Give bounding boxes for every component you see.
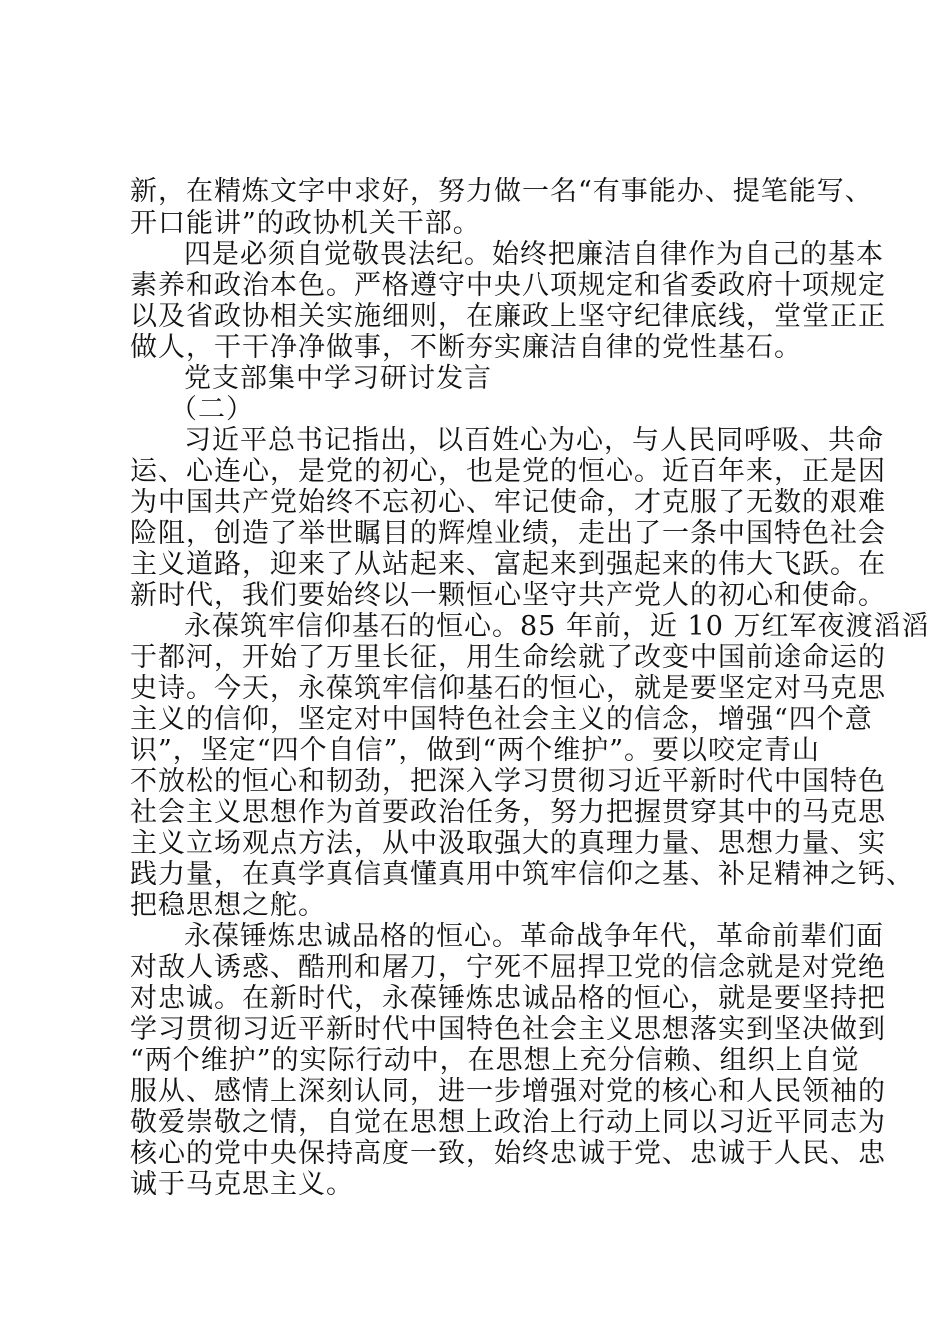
text-line: “两个维护”的实际行动中，在思想上充分信赖、组织上自觉: [130, 1045, 860, 1076]
paragraph-start-line: 永葆锤炼忠诚品格的恒心。革命战争年代，革命前辈们面: [184, 921, 884, 952]
text-line: 于都河，开始了万里长征，用生命绘就了改变中国前途命运的: [130, 642, 886, 673]
text-line: 不放松的恒心和韧劲，把深入学习贯彻习近平新时代中国特色: [130, 766, 886, 797]
text-line: 运、心连心，是党的初心，也是党的恒心。近百年来，正是因: [130, 456, 886, 487]
paragraph-start-line: 习近平总书记指出，以百姓心为心，与人民同呼吸、共命: [184, 425, 884, 456]
section-heading: 党支部集中学习研讨发言: [184, 363, 492, 394]
text-line: 险阻，创造了举世瞩目的辉煌业绩，走出了一条中国特色社会: [130, 518, 886, 549]
text-line: 开口能讲”的政协机关干部。: [130, 208, 481, 239]
paragraph-start-line: 四是必须自觉敬畏法纪。始终把廉洁自律作为自己的基本: [184, 239, 884, 270]
text-line: 把稳思想之舵。: [130, 890, 326, 921]
text-line: 对敌人诱惑、酷刑和屠刀，宁死不屈捍卫党的信念就是对党绝: [130, 952, 886, 983]
section-number: （二）: [170, 394, 254, 425]
text-line: 诚于马克思主义。: [130, 1169, 354, 1200]
text-line: 新时代，我们要始终以一颗恒心坚守共产党人的初心和使命。: [130, 580, 886, 611]
text-line: 主义的信仰，坚定对中国特色社会主义的信念，增强“四个意: [130, 704, 873, 735]
paragraph-start-line: 永葆筑牢信仰基石的恒心。85 年前，近 10 万红军夜渡滔滔: [184, 611, 930, 642]
text-line: 学习贯彻习近平新时代中国特色社会主义思想落实到坚决做到: [130, 1014, 886, 1045]
text-line: 主义立场观点方法，从中汲取强大的真理力量、思想力量、实: [130, 828, 886, 859]
text-line: 对忠诚。在新时代，永葆锤炼忠诚品格的恒心，就是要坚持把: [130, 983, 886, 1014]
text-line: 素养和政治本色。严格遵守中央八项规定和省委政府十项规定: [130, 270, 886, 301]
text-line: 新，在精炼文字中求好，努力做一名“有事能办、提笔能写、: [130, 176, 873, 207]
text-line: 为中国共产党始终不忘初心、牢记使命，才克服了无数的艰难: [130, 487, 886, 518]
text-line: 服从、感情上深刻认同，进一步增强对党的核心和人民领袖的: [130, 1076, 886, 1107]
text-line: 主义道路，迎来了从站起来、富起来到强起来的伟大飞跃。在: [130, 549, 886, 580]
text-line: 识”，坚定“四个自信”，做到“两个维护”。要以咬定青山: [130, 735, 821, 766]
text-line: 践力量，在真学真信真懂真用中筑牢信仰之基、补足精神之钙、: [130, 859, 914, 890]
text-line: 做人，干干净净做事，不断夯实廉洁自律的党性基石。: [130, 332, 802, 363]
text-line: 史诗。今天，永葆筑牢信仰基石的恒心，就是要坚定对马克思: [130, 673, 886, 704]
text-line: 以及省政协相关实施细则，在廉政上坚守纪律底线，堂堂正正: [130, 301, 886, 332]
text-line: 敬爱崇敬之情，自觉在思想上政治上行动上同以习近平同志为: [130, 1107, 886, 1138]
text-line: 核心的党中央保持高度一致，始终忠诚于党、忠诚于人民、忠: [130, 1138, 886, 1169]
text-line: 社会主义思想作为首要政治任务，努力把握贯穿其中的马克思: [130, 797, 886, 828]
